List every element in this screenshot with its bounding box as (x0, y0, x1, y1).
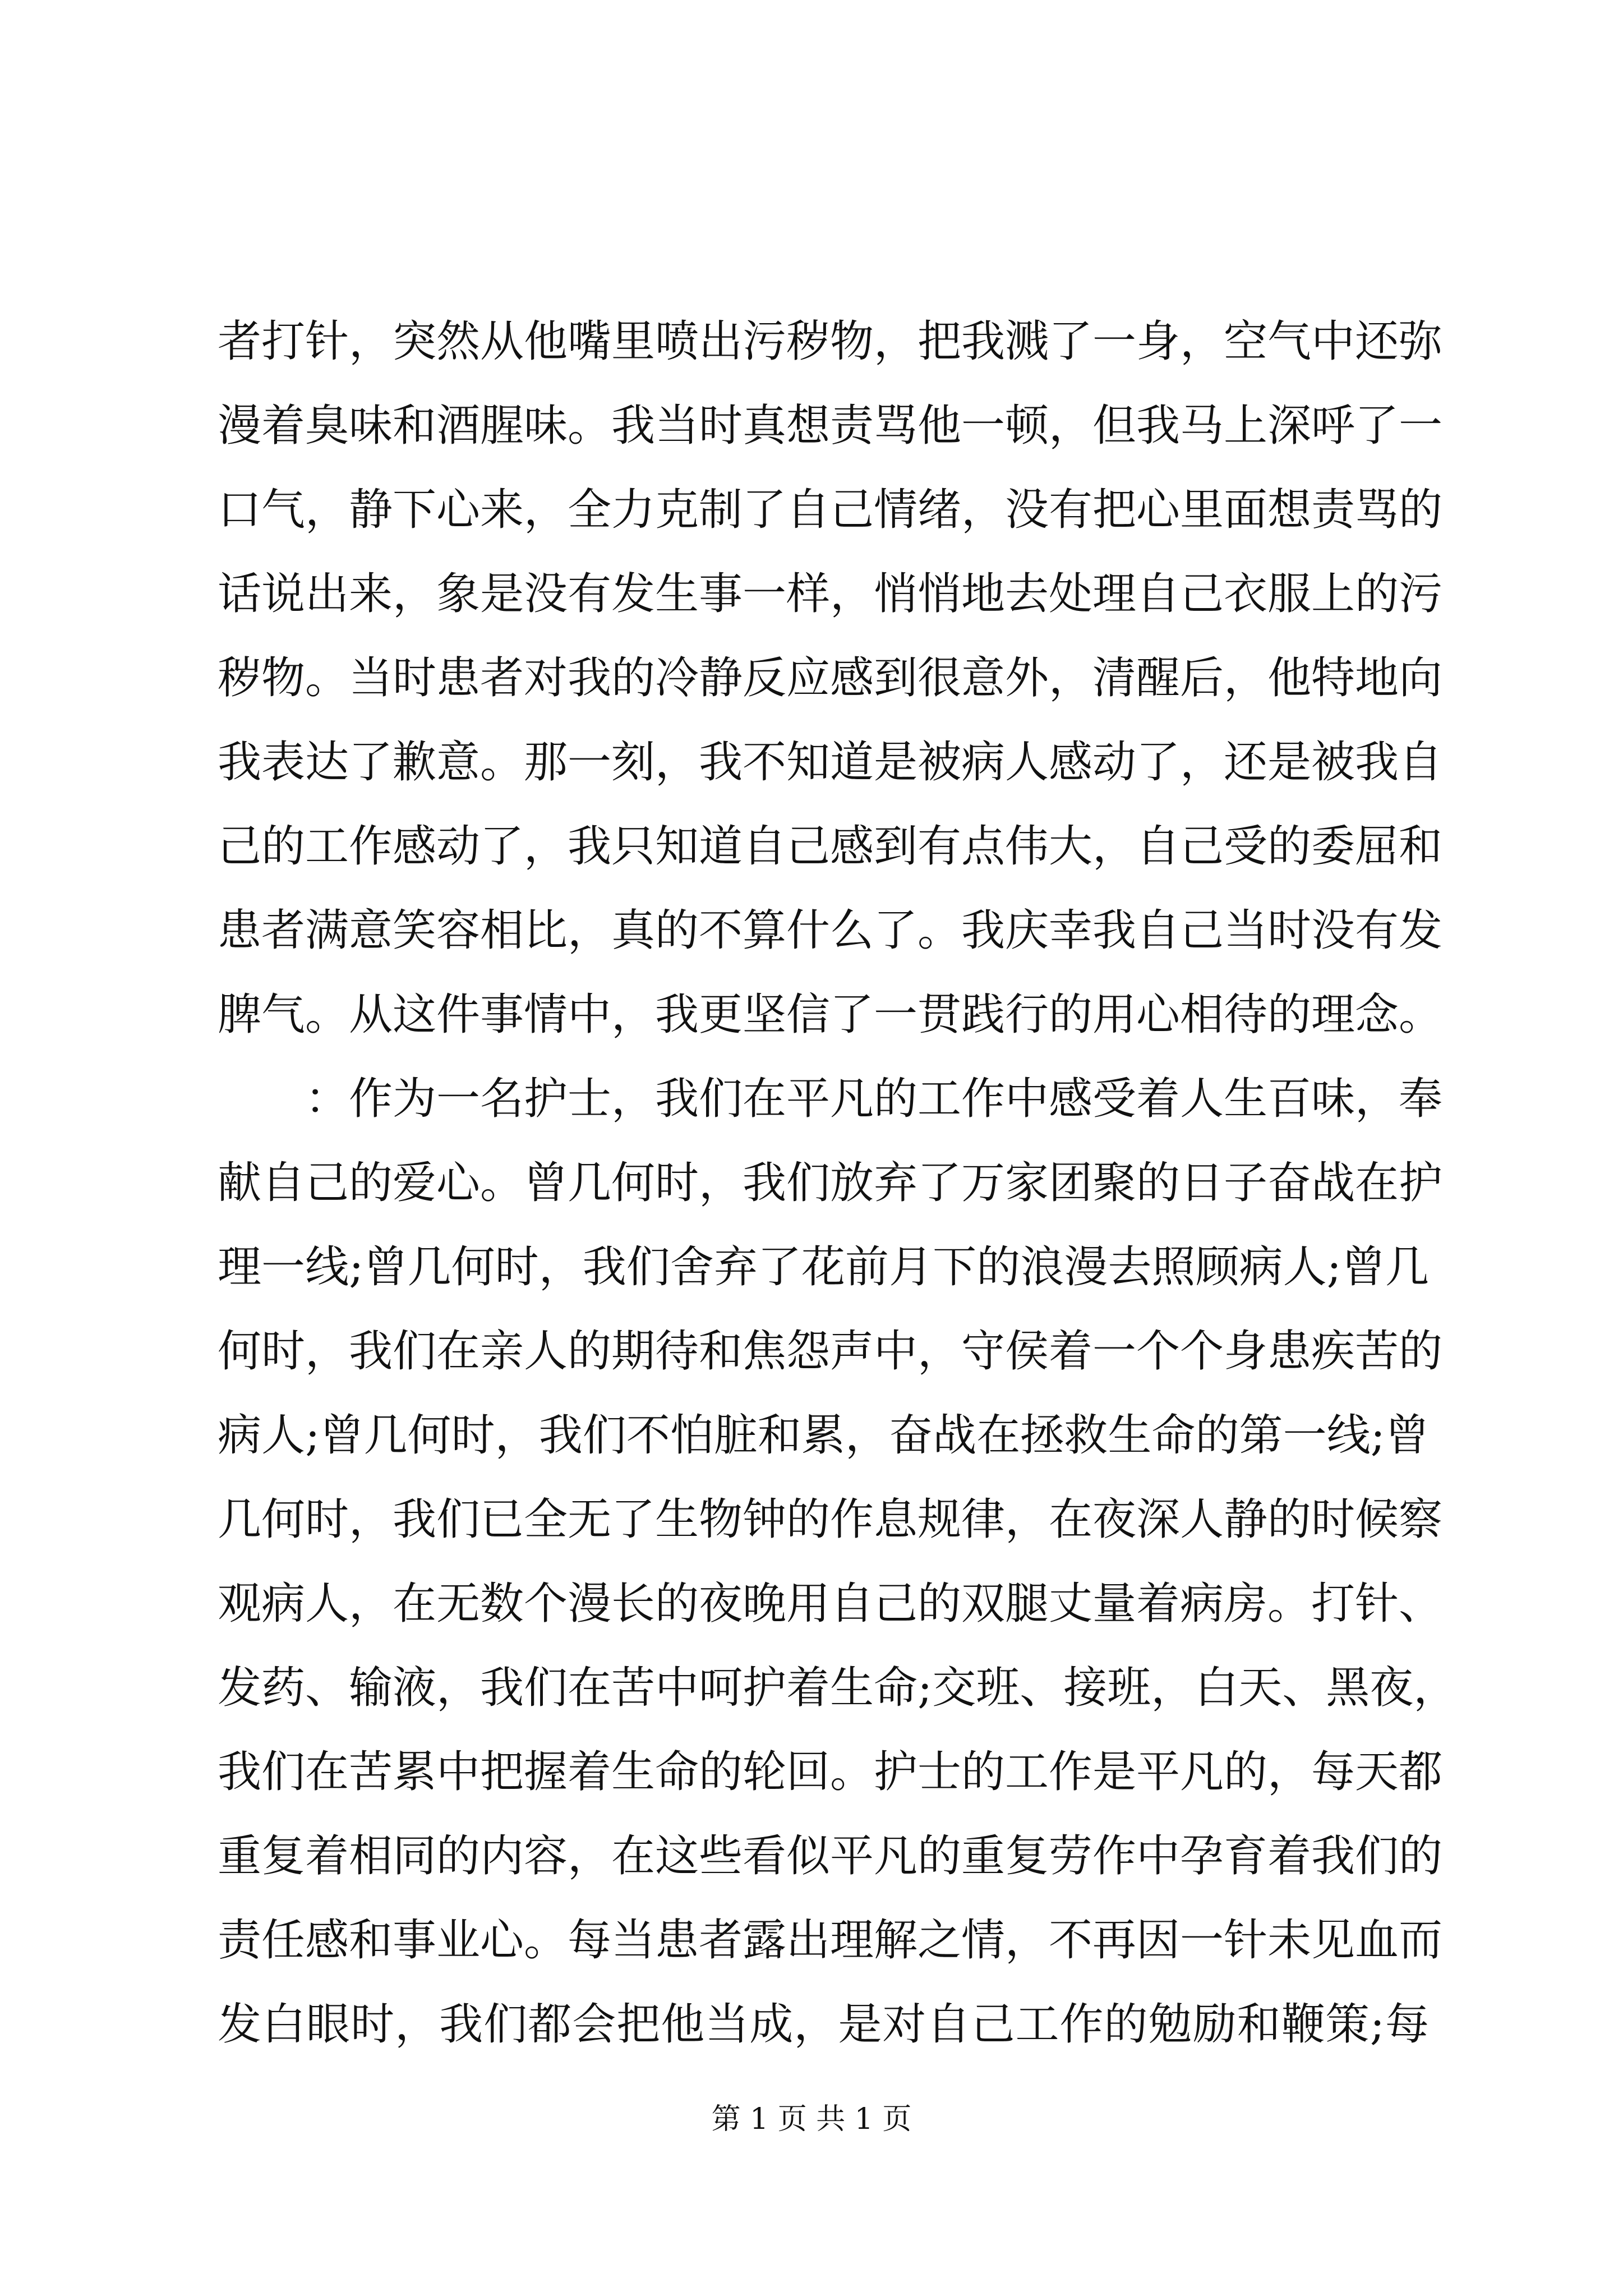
text-line: 己的工作感动了，我只知道自己感到有点伟大，自己受的委屈和 (218, 821, 1443, 872)
text-line: 秽物。当时患者对我的冷静反应感到很意外，清醒后，他特地向 (218, 653, 1443, 703)
text-line: 重复着相同的内容，在这些看似平凡的重复劳作中孕育着我们的 (218, 1831, 1443, 1881)
text-line: 献自己的爱心。曾几何时，我们放弃了万家团聚的日子奋战在护 (218, 1158, 1443, 1208)
text-line: 话说出来，象是没有发生事一样，悄悄地去处理自己衣服上的污 (218, 569, 1443, 619)
text-line: 患者满意笑容相比，真的不算什么了。我庆幸我自己当时没有发 (218, 905, 1443, 956)
text-line: 漫着臭味和酒腥味。我当时真想责骂他一顿，但我马上深呼了一 (218, 401, 1443, 451)
text-line: 脾气。从这件事情中，我更坚信了一贯践行的用心相待的理念。 (218, 990, 1443, 1040)
body-text (218, 300, 1458, 2067)
text-line: 病人;曾几何时，我们不怕脏和累，奋战在拯救生命的第一线;曾 (218, 1410, 1429, 1461)
page-footer: 第 1 页 共 1 页 (711, 2102, 912, 2136)
text-line: 观病人，在无数个漫长的夜晚用自己的双腿丈量着病房。打针、 (218, 1579, 1443, 1629)
text-line: 者打针，突然从他嘴里喷出污秽物，把我溅了一身，空气中还弥 (218, 316, 1443, 367)
text-line: 我们在苦累中把握着生命的轮回。护士的工作是平凡的，每天都 (218, 1747, 1443, 1797)
text-line: 责任感和事业心。每当患者露出理解之情，不再因一针未见血而 (218, 1915, 1443, 1966)
text-line: 发药、输液，我们在苦中呵护着生命;交班、接班，白天、黑夜， (218, 1663, 1458, 1713)
text-line: 何时，我们在亲人的期待和焦怨声中，守侯着一个个身患疾苦的 (218, 1326, 1443, 1377)
text-line: 口气，静下心来，全力克制了自己情绪，没有把心里面想责骂的 (218, 485, 1443, 535)
paragraph-start-line: ：作为一名护士，我们在平凡的工作中感受着人生百味，奉 (305, 1074, 1443, 1124)
text-line: 我表达了歉意。那一刻，我不知道是被病人感动了，还是被我自 (218, 737, 1443, 788)
text-line: 理一线;曾几何时，我们舍弃了花前月下的浪漫去照顾病人;曾几 (218, 1242, 1429, 1292)
text-line: 发白眼时，我们都会把他当成，是对自己工作的勉励和鞭策;每 (218, 1999, 1429, 2050)
text-line: 几何时，我们已全无了生物钟的作息规律，在夜深人静的时候察 (218, 1494, 1443, 1545)
